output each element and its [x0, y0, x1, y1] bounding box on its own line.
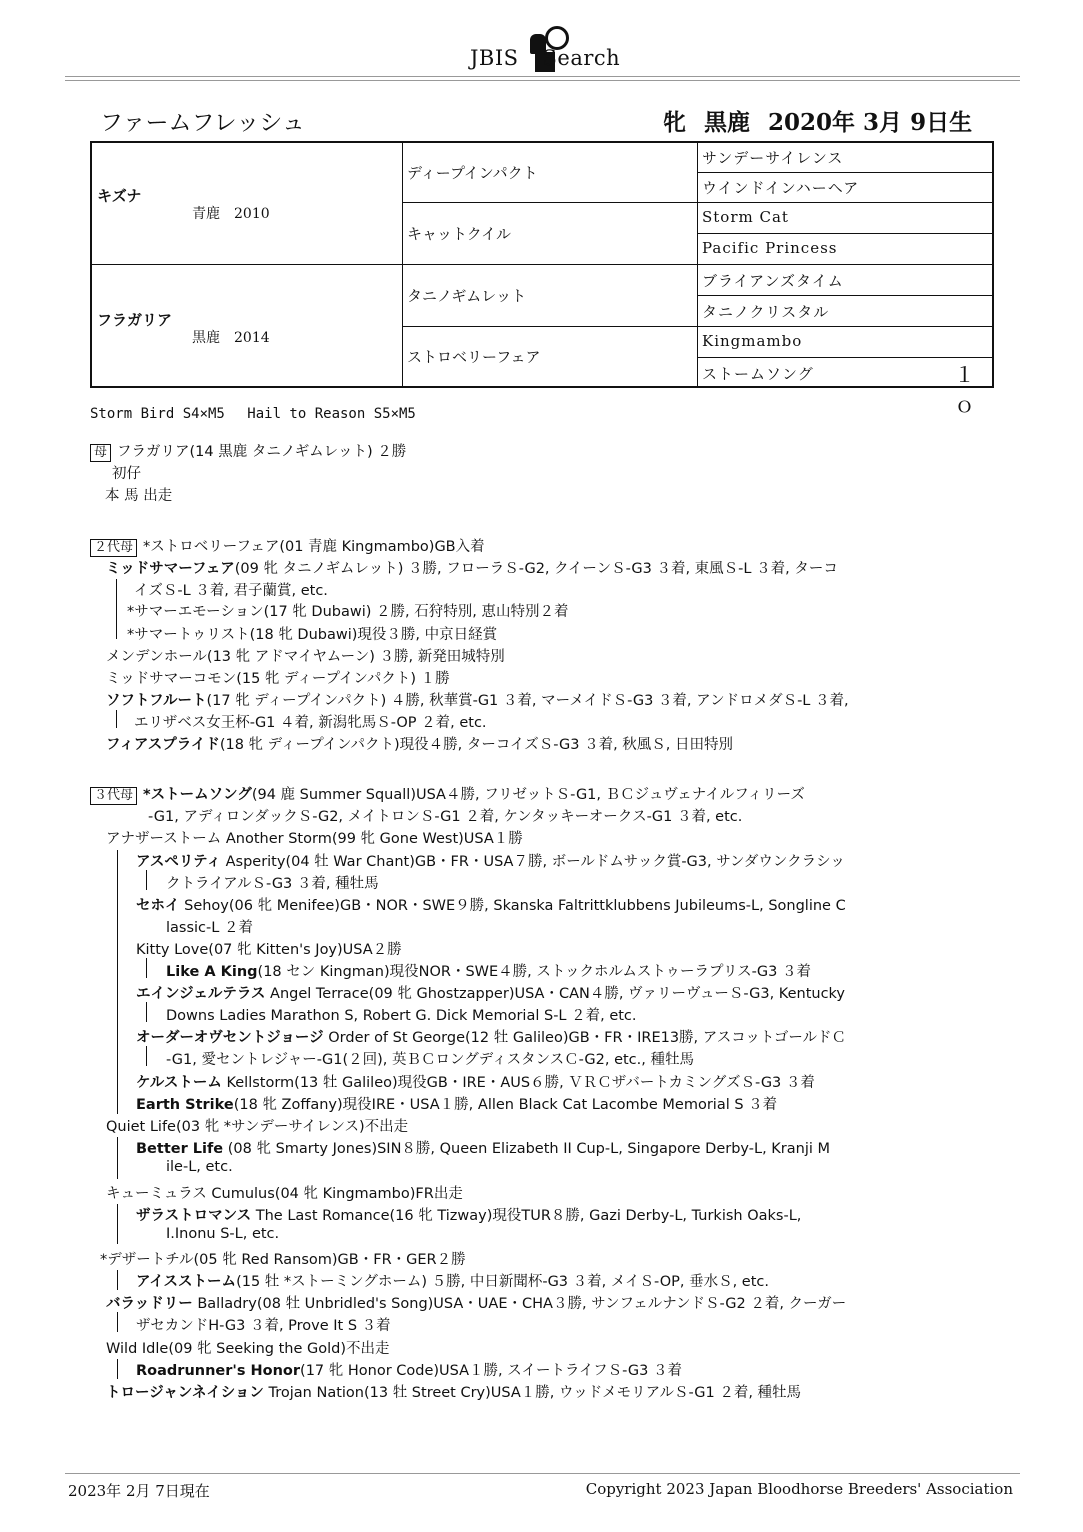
tree-connector — [117, 1204, 118, 1244]
pedigree-g2-2[interactable]: キャットクイル — [407, 225, 511, 243]
sire-name[interactable]: キズナ — [97, 187, 142, 205]
list-item: ザラストロマンス The Last Romance(16 牝 Tizway)現役TUR８勝, Gazi Derby-L, Turkish Oaks-L, — [136, 1208, 802, 1224]
pedigree-g3-8[interactable]: ストームソング — [702, 365, 814, 383]
tree-connector — [117, 1312, 118, 1332]
list-item: ザセカンドH-G3 ３着, Prove It S ３着 — [136, 1318, 391, 1334]
list-item: *サマーエモーション(17 牝 Dubawi) ２勝, 石狩特別, 恵山特別２着 — [127, 604, 569, 620]
list-item: *デザートチル(05 牝 Red Ransom)GB・FR・GER２勝 — [100, 1252, 466, 1268]
family-number: １ｏ — [954, 363, 975, 417]
list-item: ケルストーム Kellstorm(13 牡 Galileo)現役GB・IRE・AUS６勝, ＶＲＣザバートカミングズＳ-G3 ３着 — [136, 1075, 815, 1091]
list-item: Like A King(18 セン Kingman)現役NOR・SWE４勝, ストックホルムストゥーラプリス-G3 ３着 — [166, 964, 811, 980]
dam-line-3: 本 馬 出走 — [105, 488, 173, 504]
logo-search: Search — [542, 46, 621, 70]
list-item: Kitty Love(07 牝 Kitten's Joy)USA２勝 — [136, 942, 402, 958]
pedigree-g3-7[interactable]: Kingmambo — [702, 332, 803, 350]
list-item: Earth Strike(18 牝 Zoffany)現役IRE・USA１勝, Allen Black Cat Lacombe Memorial S ３着 — [136, 1097, 778, 1113]
dam-line-2: 初仔 — [112, 466, 141, 482]
list-item: *サマートゥリスト(18 牝 Dubawi)現役３勝, 中京日経賞 — [127, 627, 498, 643]
header-rule-2 — [65, 80, 1020, 81]
list-item: オーダーオヴセントジョージ Order of St George(12 牡 Galileo)GB・FR・IRE13勝, アスコットゴールドＣ — [136, 1030, 847, 1046]
footer-copyright: Copyright 2023 Japan Bloodhorse Breeders' Association — [585, 1480, 1013, 1498]
tree-connector — [117, 1270, 118, 1290]
list-item: バラッドリー Balladry(08 牡 Unbridled's Song)USA・UAE・CHA３勝, サンフェルナンドＳ-G2 ２着, クーガー — [106, 1296, 847, 1312]
tree-connector — [117, 1359, 118, 1379]
list-item: Roadrunner's Honor(17 牝 Honor Code)USA１勝, スイートライフＳ-G3 ３着 — [136, 1363, 682, 1379]
list-item: ミッドサマーフェア(09 牝 タニノギムレット) ３勝, フローラＳ-G2, クイーンＳ-G3 ３着, 東風Ｓ-L ３着, ターコ — [106, 561, 838, 577]
list-item: Better Life (08 牝 Smarty Jones)SIN８勝, Queen Elizabeth II Cup-L, Singapore Derby-L, Kranji M — [136, 1141, 831, 1157]
tree-connector — [117, 850, 118, 1114]
pedigree-g2-3[interactable]: タニノギムレット — [407, 287, 527, 305]
pedigree-g3-6[interactable]: タニノクリスタル — [702, 303, 830, 321]
tree-connector — [146, 1002, 147, 1022]
list-item: ソフトフルート(17 牝 ディープインパクト) ４勝, 秋華賞-G1 ３着, マーメイドＳ-G3 ３着, アンドロメダＳ-L ３着, — [106, 693, 849, 709]
jbis-search-logo[interactable] — [470, 18, 640, 74]
list-item: -G1, 愛セントレジャー-G1(２回), 英ＢＣロングディスタンスＣ-G2, etc., 種牡馬 — [166, 1052, 694, 1068]
tree-connector — [146, 870, 147, 890]
list-item: Wild Idle(09 牝 Seeking the Gold)不出走 — [106, 1341, 390, 1357]
tree-connector — [116, 579, 117, 639]
inbreeding: Storm Bird S4×M5 Hail to Reason S5×M5 — [90, 406, 416, 422]
tree-connector — [117, 1137, 118, 1179]
header-rule — [65, 76, 1020, 77]
second-dam-header: ２代母 *ストロベリーフェア(01 青鹿 Kingmambo)GB入着 — [90, 535, 485, 557]
horse-info — [663, 104, 982, 137]
list-item: キューミュラス Cumulus(04 牝 Kingmambo)FR出走 — [106, 1186, 463, 1202]
footer-date: 2023年 2月 7日現在 — [68, 1482, 210, 1500]
list-item: エリザベス女王杯-G1 ４着, 新潟牝馬Ｓ-OP ２着, etc. — [134, 715, 487, 731]
list-item: -G1, アディロンダックＳ-G2, メイトロンＳ-G1 ２着, ケンタッキーオークス-G1 ３着, etc. — [148, 809, 743, 825]
horse-sex: 牝 — [663, 109, 686, 136]
pedigree-g3-1[interactable]: サンデーサイレンス — [702, 149, 844, 167]
list-item: アスペリティ Asperity(04 牡 War Chant)GB・FR・USA７勝, ボールドムサック賞-G3, サンダウンクラシッ — [136, 854, 845, 870]
footer-rule — [65, 1473, 1020, 1474]
dam-meta: 黒鹿 2014 — [192, 330, 270, 346]
pedigree-g3-4[interactable]: Pacific Princess — [702, 239, 838, 257]
list-item: トロージャンネイション Trojan Nation(13 牡 Street Cry)USA１勝, ウッドメモリアルＳ-G1 ２着, 種牡馬 — [106, 1385, 802, 1401]
list-item: ミッドサマーコモン(15 牝 ディープインパクト) １勝 — [106, 671, 450, 687]
list-item: イズＳ-L ３着, 君子蘭賞, etc. — [134, 583, 328, 599]
horse-birth: 2020年 3月 9日生 — [768, 109, 973, 136]
list-item: アイスストーム(15 牡 *ストーミングホーム) ５勝, 中日新聞杯-G3 ３着, メイＳ-OP, 垂水Ｓ, etc. — [136, 1274, 769, 1290]
third-dam-header: ３代母 *ストームソング(94 鹿 Summer Squall)USA４勝, フリゼットＳ-G1, ＢＣジュヴェナイルフィリーズ — [90, 783, 805, 805]
third-dam-badge: ３代母 — [90, 787, 137, 805]
logo-jbis: JBIS — [470, 46, 519, 70]
second-dam-badge: ２代母 — [90, 539, 137, 557]
list-item: lassic-L ２着 — [166, 920, 253, 936]
list-item: エインジェルテラス Angel Terrace(09 牝 Ghostzapper)USA・CAN４勝, ヴァリーヴューＳ-G3, Kentucky — [136, 986, 846, 1002]
tree-connector — [116, 710, 117, 728]
pedigree-g2-4[interactable]: ストロベリーフェア — [407, 348, 541, 366]
dam-line: 母 フラガリア(14 黒鹿 タニノギムレット) ２勝 — [90, 440, 406, 462]
pedigree-g3-5[interactable]: ブライアンズタイム — [702, 272, 844, 290]
list-item: Quiet Life(03 牝 *サンデーサイレンス)不出走 — [106, 1119, 409, 1135]
list-item: メンデンホール(13 牝 アドマイヤムーン) ３勝, 新発田城特別 — [106, 649, 505, 665]
horse-name: ファームフレッシュ — [100, 110, 305, 136]
list-item: ile-L, etc. — [166, 1159, 233, 1175]
horse-color: 黒鹿 — [704, 109, 751, 136]
dam-name[interactable]: フラガリア — [97, 311, 173, 329]
dam-badge: 母 — [90, 444, 111, 462]
pedigree-g3-2[interactable]: ウインドインハーヘア — [702, 179, 860, 197]
list-item: フィアスプライド(18 牝 ディープインパクト)現役４勝, ターコイズＳ-G3 ３着, 秋風Ｓ, 日田特別 — [106, 737, 734, 753]
tree-connector — [146, 1046, 147, 1066]
list-item: セホイ Sehoy(06 牝 Menifee)GB・NOR・SWE９勝, Skanska Faltrittklubbens Jubileums-L, Songline C — [136, 898, 846, 914]
list-item: クトライアルＳ-G3 ３着, 種牡馬 — [166, 876, 379, 892]
list-item: I.Inonu S-L, etc. — [166, 1226, 280, 1242]
list-item: Downs Ladies Marathon S, Robert G. Dick Memorial S-L ２着, etc. — [166, 1008, 637, 1024]
sire-meta: 青鹿 2010 — [192, 206, 270, 222]
tree-connector — [146, 958, 147, 978]
list-item: アナザーストーム Another Storm(99 牝 Gone West)USA１勝 — [106, 831, 523, 847]
pedigree-g2-1[interactable]: ディープインパクト — [407, 164, 538, 182]
pedigree-g3-3[interactable]: Storm Cat — [702, 208, 789, 226]
